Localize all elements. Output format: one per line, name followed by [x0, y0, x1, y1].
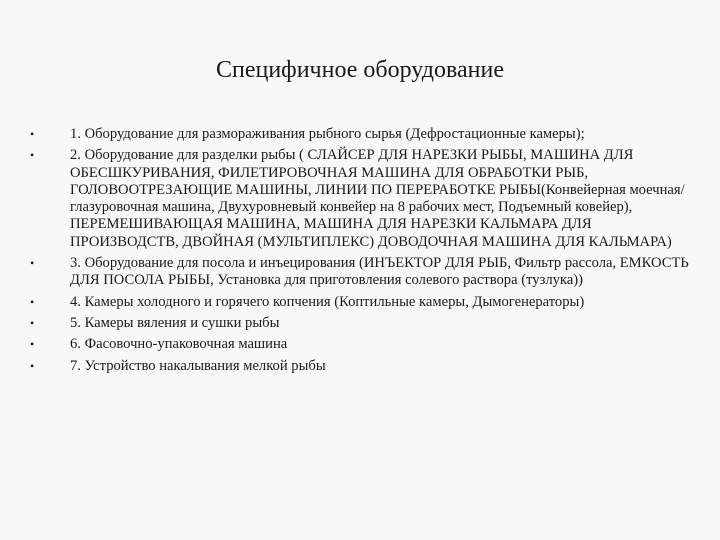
bullet-icon: •: [30, 127, 35, 141]
bullet-icon: •: [30, 358, 35, 373]
list-item-text: 6. Фасовочно-упаковочная машина: [70, 336, 288, 353]
list-item-text: 3. Оборудование для посола и инъецирования (ИНЪЕКТОР ДЛЯ РЫБ, Фильтр рассола, ЕМКОСТЬ ДЛЯ ПОСОЛА РЫБЫ, Установка для приготовления солевого раствора (тузлука)): [70, 255, 689, 289]
list-item: [30, 336, 690, 353]
list-item-text: 1. Оборудование для размораживания рыбного сырья (Дефростационные камеры);: [70, 126, 585, 142]
list-item-text: 7. Устройство накалывания мелкой рыбы: [70, 357, 326, 374]
bullet-icon: •: [30, 294, 35, 309]
list-item-text: 4. Камеры холодного и горячего копчения (Коптильные камеры, Дымогенераторы): [70, 293, 585, 310]
list-item: [30, 294, 690, 311]
bullet-icon: •: [30, 148, 35, 163]
list-item-text: 2. Оборудование для разделки рыбы ( СЛАЙСЕР ДЛЯ НАРЕЗКИ РЫБЫ, МАШИНА ДЛЯ ОБЕСШКУРИВАНИЯ, ФИЛЕТИРОВОЧНАЯ МАШИНА ДЛЯ ОБРАБОТКИ РЫБ, ГОЛОВООТРЕЗАЮЩИЕ МАШИНЫ, ЛИНИИ ПО ПЕРЕРАБОТКЕ РЫБЫ(Конвейерная моечная/глазуровочная машина, Двухуровневый конвейер на 8 рабочих мест, Подъемный ковейер), ПЕРЕМЕШИВАЮЩАЯ МАШИНА, МАШИНА ДЛЯ НАРЕЗКИ КАЛЬМАРА ДЛЯ ПРОИЗВОДСТВ, ДВОЙНАЯ (МУЛЬТИПЛЕКС) ДОВОДОЧНАЯ МАШИНА ДЛЯ КАЛЬМАРА): [70, 147, 685, 250]
list-item: [30, 358, 690, 375]
list-item: [30, 126, 690, 143]
bullet-icon: •: [30, 256, 35, 271]
list-item: [30, 147, 690, 251]
list-item-text: 5. Камеры вяления и сушки рыбы: [70, 314, 280, 331]
list-item: [30, 315, 690, 332]
bullet-icon: •: [30, 315, 35, 330]
slide-title: Специфичное оборудование: [215, 57, 505, 83]
bullet-icon: •: [30, 337, 35, 352]
list-item: [30, 255, 690, 290]
bullet-list: [30, 126, 690, 379]
